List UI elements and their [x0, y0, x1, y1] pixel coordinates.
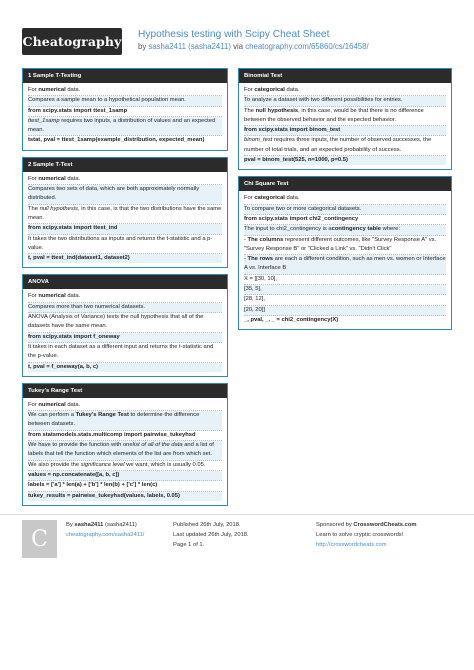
section-row [28, 431, 222, 441]
section-heading: ANOVA [23, 275, 227, 289]
section-body [239, 191, 451, 329]
row-post-text: to determine the difference between datasets. [28, 412, 200, 428]
section-row [244, 255, 446, 275]
left-column [22, 68, 228, 512]
section-row [28, 224, 222, 234]
row-text-text: X = [[30, 10], [244, 275, 278, 282]
row-ital-text: null hypothesis [39, 205, 78, 212]
section-row [28, 185, 222, 205]
section-row [28, 401, 222, 411]
section-row [28, 205, 222, 225]
footer-author-link[interactable]: cheatography.com/sasha2411/ [66, 532, 145, 538]
row-bold-text: null hypothesis [255, 107, 299, 114]
row-code-text: from scipy.stats import f_oneway [28, 333, 120, 340]
section-row [244, 107, 446, 127]
row-post-text: , in this case, is that the two distributions have the same mean. [28, 205, 222, 221]
row-bold-text: categorical [254, 87, 285, 93]
row-pre-text: For [28, 293, 39, 300]
section-row [244, 275, 446, 285]
section-row [244, 295, 446, 305]
section-row [28, 441, 222, 461]
author-link[interactable]: sasha2411 (sasha2411) [148, 42, 231, 51]
row-post-text: data. [284, 195, 300, 202]
page-title: Hypothesis testing with Scipy Cheat Sheet [138, 29, 330, 40]
row-code-text: from statsmodels.stats.multicomp import pairwise_tukeyhsd [28, 431, 196, 438]
row-post-text: data. [65, 87, 81, 93]
published-date: Published 26th July, 2018. [173, 522, 241, 528]
section-anova [22, 274, 228, 376]
row-post-text: are each a different condition, such as men vs. women or Interface A vs. Interface B [244, 256, 446, 272]
section-row [244, 316, 446, 325]
row-bold-text: numerical [38, 293, 66, 300]
section-row [244, 126, 446, 136]
section-row [28, 175, 222, 185]
updated-date: Last updated 26th July, 2018. [173, 532, 249, 538]
page-count: Page 1 of 1. [173, 542, 205, 548]
row-post-text: data. [65, 401, 81, 408]
section-row [28, 333, 222, 343]
row-ital-text: list of all of the data [132, 442, 183, 449]
by-prefix: by [138, 42, 147, 51]
section-row [244, 306, 446, 316]
section-row [28, 363, 222, 372]
row-post-text: requires two inputs, a distribution of values and an expected mean. [28, 117, 216, 134]
row-post-text: represent different outcomes, like "Survey Response A" vs. "Survey Response B" or "Clicked a Link" vs. "Didn't Click" [244, 236, 437, 252]
row-bold-text: contingency table [331, 226, 381, 233]
section-heading: 2 Sample T-Test [23, 158, 227, 172]
section-row [28, 107, 222, 117]
row-post-text: we want, which is usually 0.05. [124, 461, 206, 468]
row-code-text: labels = ['a'] * len(a) + ['b'] * len(b) + ['c'] * len(c) [28, 482, 158, 489]
row-code-text: _, pval, _, _ = chi2_contingency(X) [244, 316, 339, 323]
row-bold-text: categorical [254, 195, 285, 202]
row-code-text: from scipy.stats import ttest_ind [28, 225, 118, 232]
row-code-text: tukey_results = pairwise_tukeyhsd(values, labels, 0.05) [28, 492, 180, 499]
row-ital-text: significance level [80, 461, 125, 468]
row-text-text: It takes the two distributions as inputs and returns the t-statistic and a p-value. [28, 235, 213, 251]
section-row [28, 492, 222, 501]
row-text-text: Compares two sets of data, which are both approximately normally distributed. [28, 186, 200, 202]
row-post-text: data. [65, 293, 81, 300]
row-text-text: ANOVA (Analysis of Variance) tests the null hypothesis that all of the datasets have the same mean. [28, 314, 204, 330]
section-row [28, 117, 222, 137]
section-row [28, 313, 222, 333]
via-text: via [233, 42, 244, 51]
row-code-text: from scipy.stats import binom_test [244, 127, 341, 134]
row-pre-text: The [244, 107, 256, 114]
sponsor-name: CrosswordCheats.com [353, 522, 417, 528]
section-chi [238, 176, 452, 330]
right-column [238, 68, 452, 336]
section-row [28, 303, 222, 313]
section-heading: 1 Sample T-Testing [23, 69, 227, 83]
section-heading: Binomial Test [239, 69, 451, 83]
byline [138, 42, 369, 51]
section-body [239, 83, 451, 169]
section-row [28, 411, 222, 431]
section-row [244, 86, 446, 96]
footer-author-name: sasha2411 [74, 522, 104, 528]
footer-dates [173, 520, 249, 550]
section-row [28, 292, 222, 302]
row-post-text: data. [284, 87, 300, 93]
logo-text: Cheatography [22, 34, 122, 49]
row-ital-text: ttest_1samp [28, 117, 60, 124]
row-pre-text: For [244, 87, 255, 93]
row-text-text: It takes in each dataset as a different input and returns the t-statistic and the p-value. [28, 343, 214, 360]
section-row [244, 215, 446, 225]
footer-author [66, 520, 144, 540]
row-ital-text: binom_test [244, 137, 273, 144]
section-body [23, 172, 227, 268]
section-row [244, 225, 446, 235]
row-pre-text: - [244, 256, 248, 263]
section-t2 [22, 157, 228, 269]
row-code-text: tstat, pval = ttest_1samp(example_distribution, expected_mean) [28, 137, 205, 144]
footer-sponsor [316, 520, 417, 550]
sponsor-link[interactable]: http://crosswordcheats.com [316, 542, 387, 548]
row-text-text: To compare two or more categorical datasets. [244, 205, 362, 212]
section-row [244, 236, 446, 256]
avatar [22, 520, 57, 558]
section-row [28, 254, 222, 263]
avatar-letter: C [31, 526, 48, 552]
footer-author-paren: (sasha2411) [103, 522, 137, 528]
row-text-text: [28, 12], [244, 296, 265, 303]
row-pre-text: For [28, 175, 39, 182]
row-pre-text: For [28, 87, 39, 93]
row-code-text: pval = binom_test(525, n=1000, p=0.5) [244, 157, 348, 164]
row-post-text: and a list of labels that tell the function which elements of the list are from which set. [28, 442, 214, 458]
row-code-text: t, pval = ttest_ind(dataset1, dataset2) [28, 255, 130, 262]
sponsor-prefix: Sponsored by [316, 522, 354, 528]
row-bold-text: numerical [38, 401, 66, 408]
section-row [28, 481, 222, 491]
section-binom [238, 68, 452, 170]
section-body [23, 289, 227, 375]
section-row [244, 205, 446, 215]
row-pre-text: The [28, 205, 40, 212]
row-pre-text: For [28, 401, 39, 408]
row-bold-text: The rows [247, 256, 273, 263]
section-row [28, 86, 222, 96]
section-t1 [22, 68, 228, 151]
section-row [28, 136, 222, 145]
row-code-text: from scipy.stats import ttest_1samp [28, 107, 128, 114]
section-row [244, 136, 446, 156]
row-post-text: where: [380, 226, 400, 233]
section-row [28, 96, 222, 106]
sponsor-text: Learn to solve cryptic crosswords! [316, 532, 404, 538]
row-post-text: data. [65, 175, 81, 182]
section-row [244, 285, 446, 295]
sheet-url-link[interactable]: cheatography.com/65860/cs/16458/ [245, 42, 369, 51]
row-bold-text: numerical [38, 175, 66, 182]
section-tukey [22, 383, 228, 506]
row-text-text: Compares a sample mean to a hypothetical population mean. [28, 97, 186, 104]
row-post-text: requires three inputs, the number of observed successes, the number of total trials, and an expected probability of success. [244, 137, 432, 153]
row-pre-text: We can perform a [28, 412, 76, 419]
row-pre-text: We also provide the [28, 461, 81, 468]
row-pre-text: We have to provide the function with one [28, 442, 133, 449]
row-pre-text: For [244, 195, 255, 202]
row-code-text: t, pval = f_oneway(a, b, c) [28, 363, 99, 370]
section-heading: Chi Square Test [239, 177, 451, 191]
row-bold-text: Tukey's Range Test [75, 412, 129, 419]
row-text-text: To analyze a dataset with two different possibilities for entries. [244, 97, 403, 104]
section-row [28, 471, 222, 481]
section-row [28, 343, 222, 363]
row-text-text: [20, 20]] [244, 306, 265, 313]
section-row [244, 194, 446, 204]
row-bold-text: The columns [247, 236, 284, 243]
row-pre-text: The input to chi2_contingency is a [244, 226, 332, 233]
row-text-text: Compares more than two numerical datasets. [28, 303, 145, 310]
page-header [0, 0, 474, 68]
row-pre-text: - [244, 236, 248, 243]
cheatography-logo[interactable] [22, 28, 122, 55]
section-row [28, 235, 222, 255]
section-body [23, 398, 227, 505]
row-post-text: , in this case, would be that there is no difference between the observed behavior and the expected behavior. [244, 107, 424, 123]
footer-by-prefix: By [66, 522, 75, 528]
row-code-text: values = np.concatenate([a, b, c]) [28, 471, 120, 478]
row-bold-text: numerical [38, 87, 66, 93]
row-text-text: [35, 5], [244, 286, 262, 293]
section-row [244, 96, 446, 106]
section-body [23, 83, 227, 150]
section-row [28, 461, 222, 471]
section-heading: Tukey's Range Test [23, 384, 227, 398]
row-code-text: from scipy.stats import chi2_contingency [244, 215, 359, 222]
section-row [244, 156, 446, 165]
